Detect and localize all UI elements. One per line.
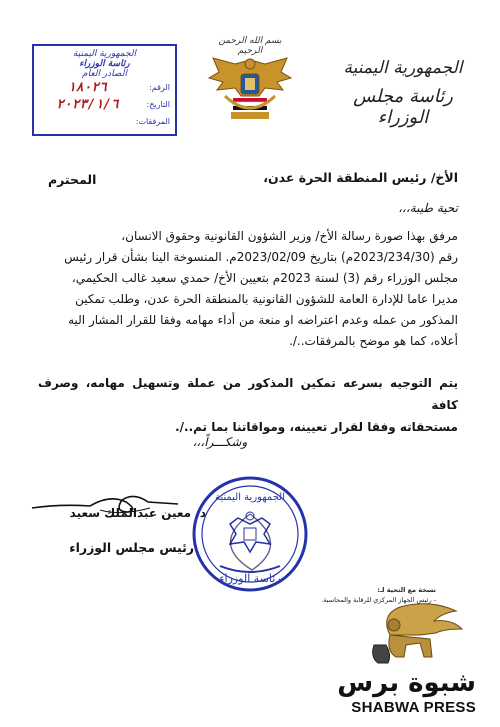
stamp-date-label: التاريخ:	[146, 100, 170, 109]
body-line: المذكور من عمله وعدم اعتراضه او منعة من أداء مهامه وفقا للقرار المشار اليه	[68, 313, 458, 327]
stamp-date-row	[34, 96, 175, 113]
copy-note-line: - رئيس الجهاز المركزي للرقابة والمحاسبة.	[321, 596, 436, 604]
stamp-number-row	[34, 79, 175, 96]
addressee: الأخ/ رئيس المنطقة الحرة عدن،	[263, 170, 458, 185]
body-line: رقم (2023/234/30م) بتاريخ 2023/02/09م. المنسوخة الينا بشأن قرار رئيس	[64, 250, 458, 264]
directive-line: يتم التوجيه بسرعه تمكين المذكور من عملة وتسهيل مهامه، وصرف كافة	[38, 376, 458, 412]
closing-thanks: وشكـــراً،،،	[192, 435, 248, 449]
watermark-english: SHABWA PRESS	[351, 699, 476, 716]
directive-line: مستحقاته وفقا لقرار تعيينه، ومواقاتنا بما تم../.	[175, 420, 458, 434]
respect-label: المحترم	[48, 172, 97, 187]
body-paragraph	[38, 226, 458, 352]
official-round-seal-icon	[190, 474, 310, 594]
stamp-line2: رئاسة الوزراء	[79, 59, 130, 69]
yemen-eagle-emblem-icon	[205, 52, 295, 122]
signatory-title: رئيس مجلس الوزراء	[69, 540, 194, 555]
letterhead-republic: الجمهورية اليمنية	[343, 58, 463, 78]
reference-stamp	[32, 44, 177, 136]
body-line: مجلس الوزراء رقم (3) لسنة 2023م بتعيين الأخ/ حمدي سعيد غالب الحكيمي،	[71, 271, 458, 285]
basmala: بسم الله الرحمن الرحيم	[218, 36, 282, 56]
letterhead-cabinet: رئاسة مجلس الوزراء	[353, 86, 453, 128]
stamp-line1: الجمهورية اليمنية	[72, 49, 136, 59]
body-line: أعلاه، كما هو موضح بالمرفقات../.	[289, 334, 458, 348]
stamp-number-value: ١٨٠٢٦	[67, 80, 108, 95]
stamp-line3: الصادر العام	[82, 69, 127, 79]
signatory-name: د. معين عبدالملك سعيد	[69, 506, 206, 520]
body-line: مديرا عاما للإدارة العامة للشؤون القانونية بالمنطقة الحرة عدن، وطلب تمكين	[75, 292, 458, 306]
watermark-arabic: شبوة برس	[337, 668, 476, 698]
seal-bottom-text: رئاسة الوزراء	[219, 572, 281, 585]
stamp-date-value: ٢٠٢٣/١/٦	[56, 97, 119, 112]
winged-lion-logo-icon	[360, 595, 470, 665]
directive-paragraph	[38, 372, 458, 438]
body-line: مرفق بهذا صورة رسالة الأخ/ وزير الشؤون القانونية وحقوق الانسان،	[121, 229, 458, 243]
stamp-attachments-label: المرفقات:	[135, 117, 170, 126]
stamp-number-label: الرقم:	[149, 83, 170, 92]
greeting: تحية طيبة،،،	[398, 201, 458, 215]
copy-note-heading: نسخة مع التحية لـ:	[377, 586, 436, 594]
stamp-attachments-row	[34, 113, 175, 130]
letterhead	[328, 58, 478, 128]
seal-top-text: الجمهورية اليمنية	[214, 492, 286, 503]
